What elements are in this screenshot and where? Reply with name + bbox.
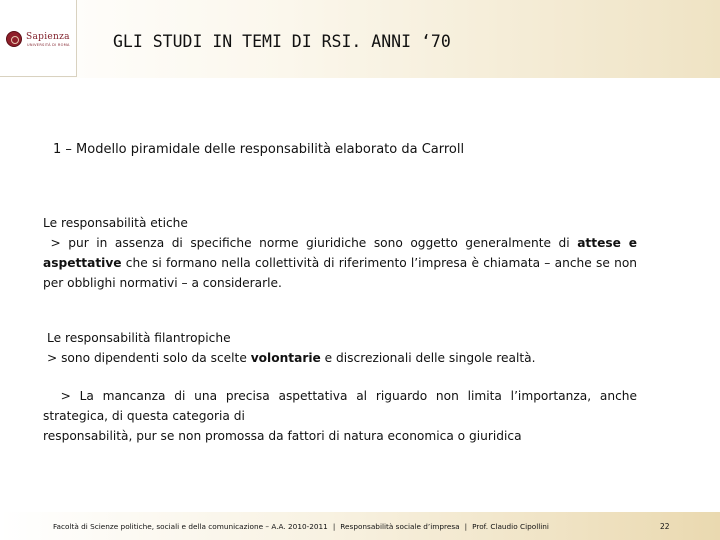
bold-text: attese e [577, 236, 638, 250]
body-text: > La mancanza di una precisa aspettativa al riguardo non limita l’importanza, anche [60, 389, 638, 403]
section-body [43, 386, 637, 426]
section-heading: Le responsabilità etiche [43, 216, 188, 230]
body-text: e discrezionali delle singole realtà. [320, 351, 536, 365]
section-mancanza [43, 386, 637, 446]
slide-header [0, 0, 720, 78]
section-body [43, 233, 637, 293]
footer-text [53, 522, 549, 531]
page-number: 22 [660, 522, 670, 531]
university-logo [0, 0, 77, 77]
footer-professor: Prof. Claudio Cipollini [472, 522, 549, 531]
section-body-end: responsabilità, pur se non promossa da fattori di natura economica o giuridica [43, 429, 522, 443]
logo-name: Sapienza [26, 32, 70, 42]
body-text: che si formano nella collettività di riferimento l’impresa è chiamata – anche se [121, 256, 610, 270]
body-text: non per obblighi normativi – a considerarle. [43, 256, 637, 290]
body-text: > sono dipendenti solo da scelte [47, 351, 251, 365]
section-etiche [43, 213, 637, 293]
section-filantropiche [47, 328, 641, 368]
logo-subtitle: UNIVERSITÀ DI ROMA [27, 43, 70, 47]
footer-separator: | [464, 522, 468, 531]
section-heading: Le responsabilità filantropiche [47, 331, 231, 345]
section-body [47, 348, 641, 368]
bold-text: volontarie [250, 351, 321, 365]
footer-course: Responsabilità sociale d’impresa [340, 522, 460, 531]
slide-title: GLI STUDI IN TEMI DI RSI. ANNI ‘70 [113, 32, 451, 51]
bold-text: aspettative [43, 256, 122, 270]
body-text: > pur in assenza di specifiche norme giuridiche sono oggetto generalmente di [50, 236, 578, 250]
seal-icon [6, 31, 22, 47]
slide-footer [0, 512, 720, 540]
body-text: strategica, di questa categoria di [43, 409, 245, 423]
slide-subtitle: 1 – Modello piramidale delle responsabilità elaborato da Carroll [53, 142, 465, 157]
footer-separator: | [332, 522, 336, 531]
footer-faculty: Facoltà di Scienze politiche, sociali e della comunicazione – A.A. 2010-2011 [53, 522, 328, 531]
